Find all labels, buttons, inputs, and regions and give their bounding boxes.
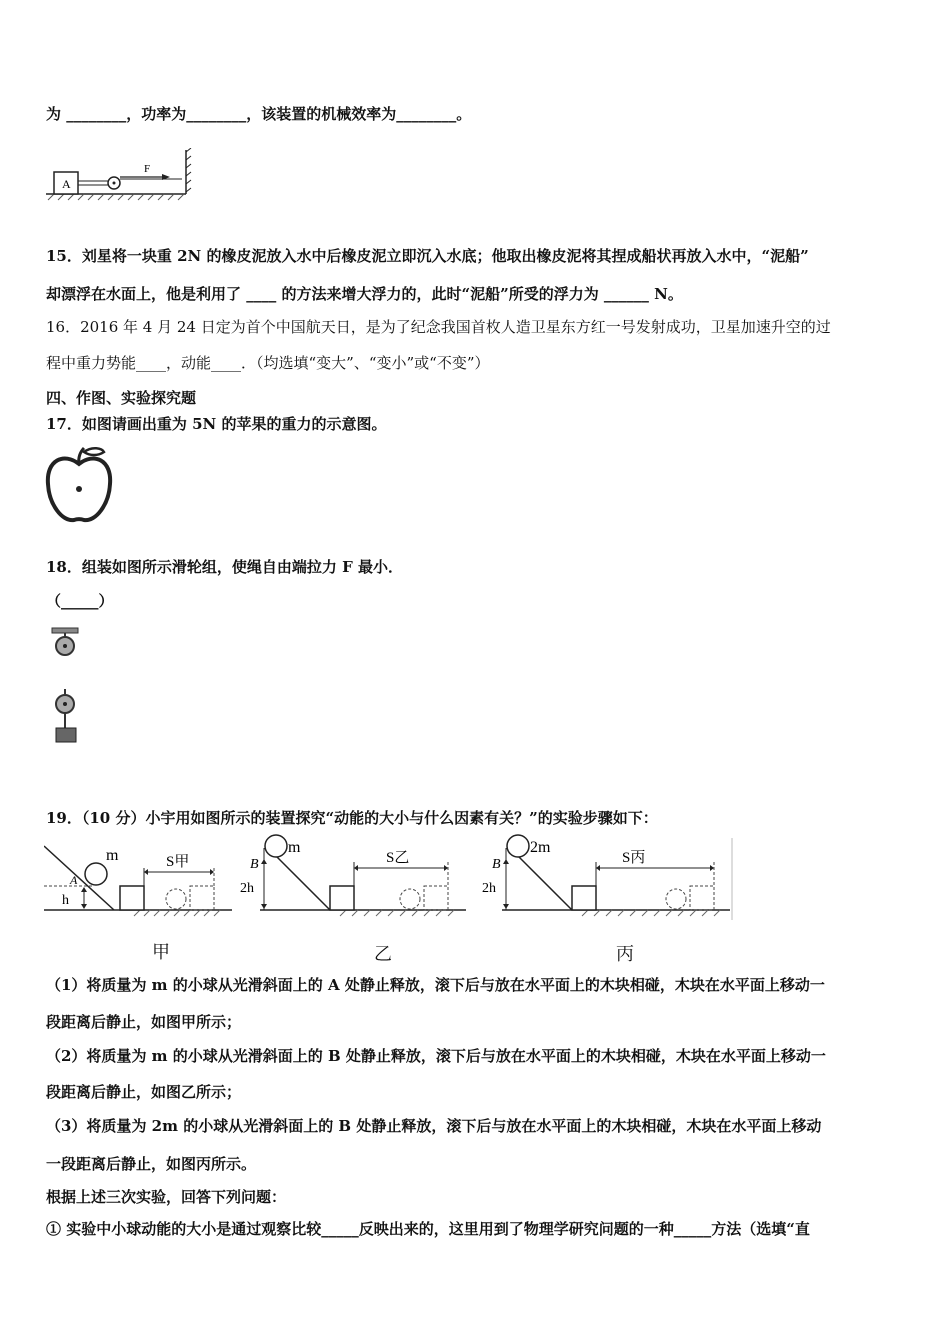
q18-line1: 18．组装如图所示滑轮组，使绳自由端拉力 F 最小． bbox=[46, 558, 403, 576]
svg-text:B: B bbox=[250, 857, 259, 872]
q15-line1: 15．刘星将一块重 2N 的橡皮泥放入水中后橡皮泥立即沉入水底；他取出橡皮泥将其捏成船状再放入水中，“泥船” bbox=[46, 247, 809, 265]
svg-text:2h: 2h bbox=[240, 881, 254, 896]
svg-text:B: B bbox=[492, 857, 501, 872]
svg-text:2m: 2m bbox=[530, 839, 551, 856]
q15-line2: 却漂浮在水面上，他是利用了 ____ 的方法来增大浮力的，此时“泥船”所受的浮力为 ______ N。 bbox=[46, 285, 683, 303]
q19-ask: 根据上述三次实验，回答下列问题： bbox=[46, 1188, 287, 1206]
q14-tail: 为 ________，功率为________，该装置的机械效率为________。 bbox=[46, 105, 472, 123]
q19-step2a: （2）将质量为 m 的小球从光滑斜面上的 B 处静止释放，滚下后与放在水平面上的木块相碰，木块在水平面上移动一 bbox=[46, 1047, 826, 1065]
fig19-yi bbox=[240, 834, 470, 922]
q19-step1b: 段距离后静止，如图甲所示； bbox=[46, 1013, 242, 1031]
fig19-bing bbox=[482, 834, 738, 922]
fig18-pulley-system bbox=[48, 624, 88, 748]
q19-step3a: （3）将质量为 2m 的小球从光滑斜面上的 B 处静止释放，滚下后与放在水平面上的木块相碰，木块在水平面上移动 bbox=[46, 1117, 822, 1135]
svg-text:A: A bbox=[70, 873, 78, 887]
fig19-jia bbox=[44, 838, 234, 922]
svg-text:S甲: S甲 bbox=[166, 854, 190, 870]
svg-text:2h: 2h bbox=[482, 881, 496, 896]
q16-line2: 程中重力势能____，动能____．（均选填“变大”、“变小”或“不变”） bbox=[46, 354, 490, 372]
block-label: A bbox=[62, 177, 71, 191]
force-label: F bbox=[144, 163, 151, 175]
svg-text:m: m bbox=[288, 839, 301, 856]
fig-yi-caption: 乙 bbox=[374, 944, 392, 965]
fig-jia-caption: 甲 bbox=[152, 942, 170, 963]
svg-text:S乙: S乙 bbox=[386, 850, 410, 866]
q16-line1: 16．2016 年 4 月 24 日定为首个中国航天日，是为了纪念我国首枚人造卫星东方红一号发射成功，卫星加速升空的过 bbox=[46, 318, 831, 336]
q19-intro: 19．（10 分）小宇用如图所示的装置探究“动能的大小与什么因素有关？”的实验步骤如下： bbox=[46, 809, 658, 827]
q19-step1a: （1）将质量为 m 的小球从光滑斜面上的 A 处静止释放，滚下后与放在水平面上的木块相碰，木块在水平面上移动一 bbox=[46, 976, 825, 994]
q19-step3b: 一段距离后静止，如图丙所示。 bbox=[46, 1155, 257, 1173]
fig14-pulley-diagram bbox=[44, 148, 196, 212]
svg-text:S丙: S丙 bbox=[622, 850, 646, 866]
svg-text:h: h bbox=[62, 893, 69, 908]
q19-sub1: ① 实验中小球动能的大小是通过观察比较_____反映出来的，这里用到了物理学研究问题的一种_____方法（选填“直 bbox=[46, 1220, 810, 1238]
q19-step2b: 段距离后静止，如图乙所示； bbox=[46, 1083, 242, 1101]
fig-bing-caption: 丙 bbox=[616, 944, 634, 965]
q17: 17．如图请画出重为 5N 的苹果的重力的示意图。 bbox=[46, 415, 387, 433]
svg-text:m: m bbox=[106, 847, 119, 864]
apple-icon bbox=[44, 444, 114, 526]
section-4-heading: 四、作图、实验探究题 bbox=[46, 389, 197, 407]
q18-answer-blank: （_____） bbox=[46, 592, 114, 610]
weight-block bbox=[56, 728, 76, 742]
